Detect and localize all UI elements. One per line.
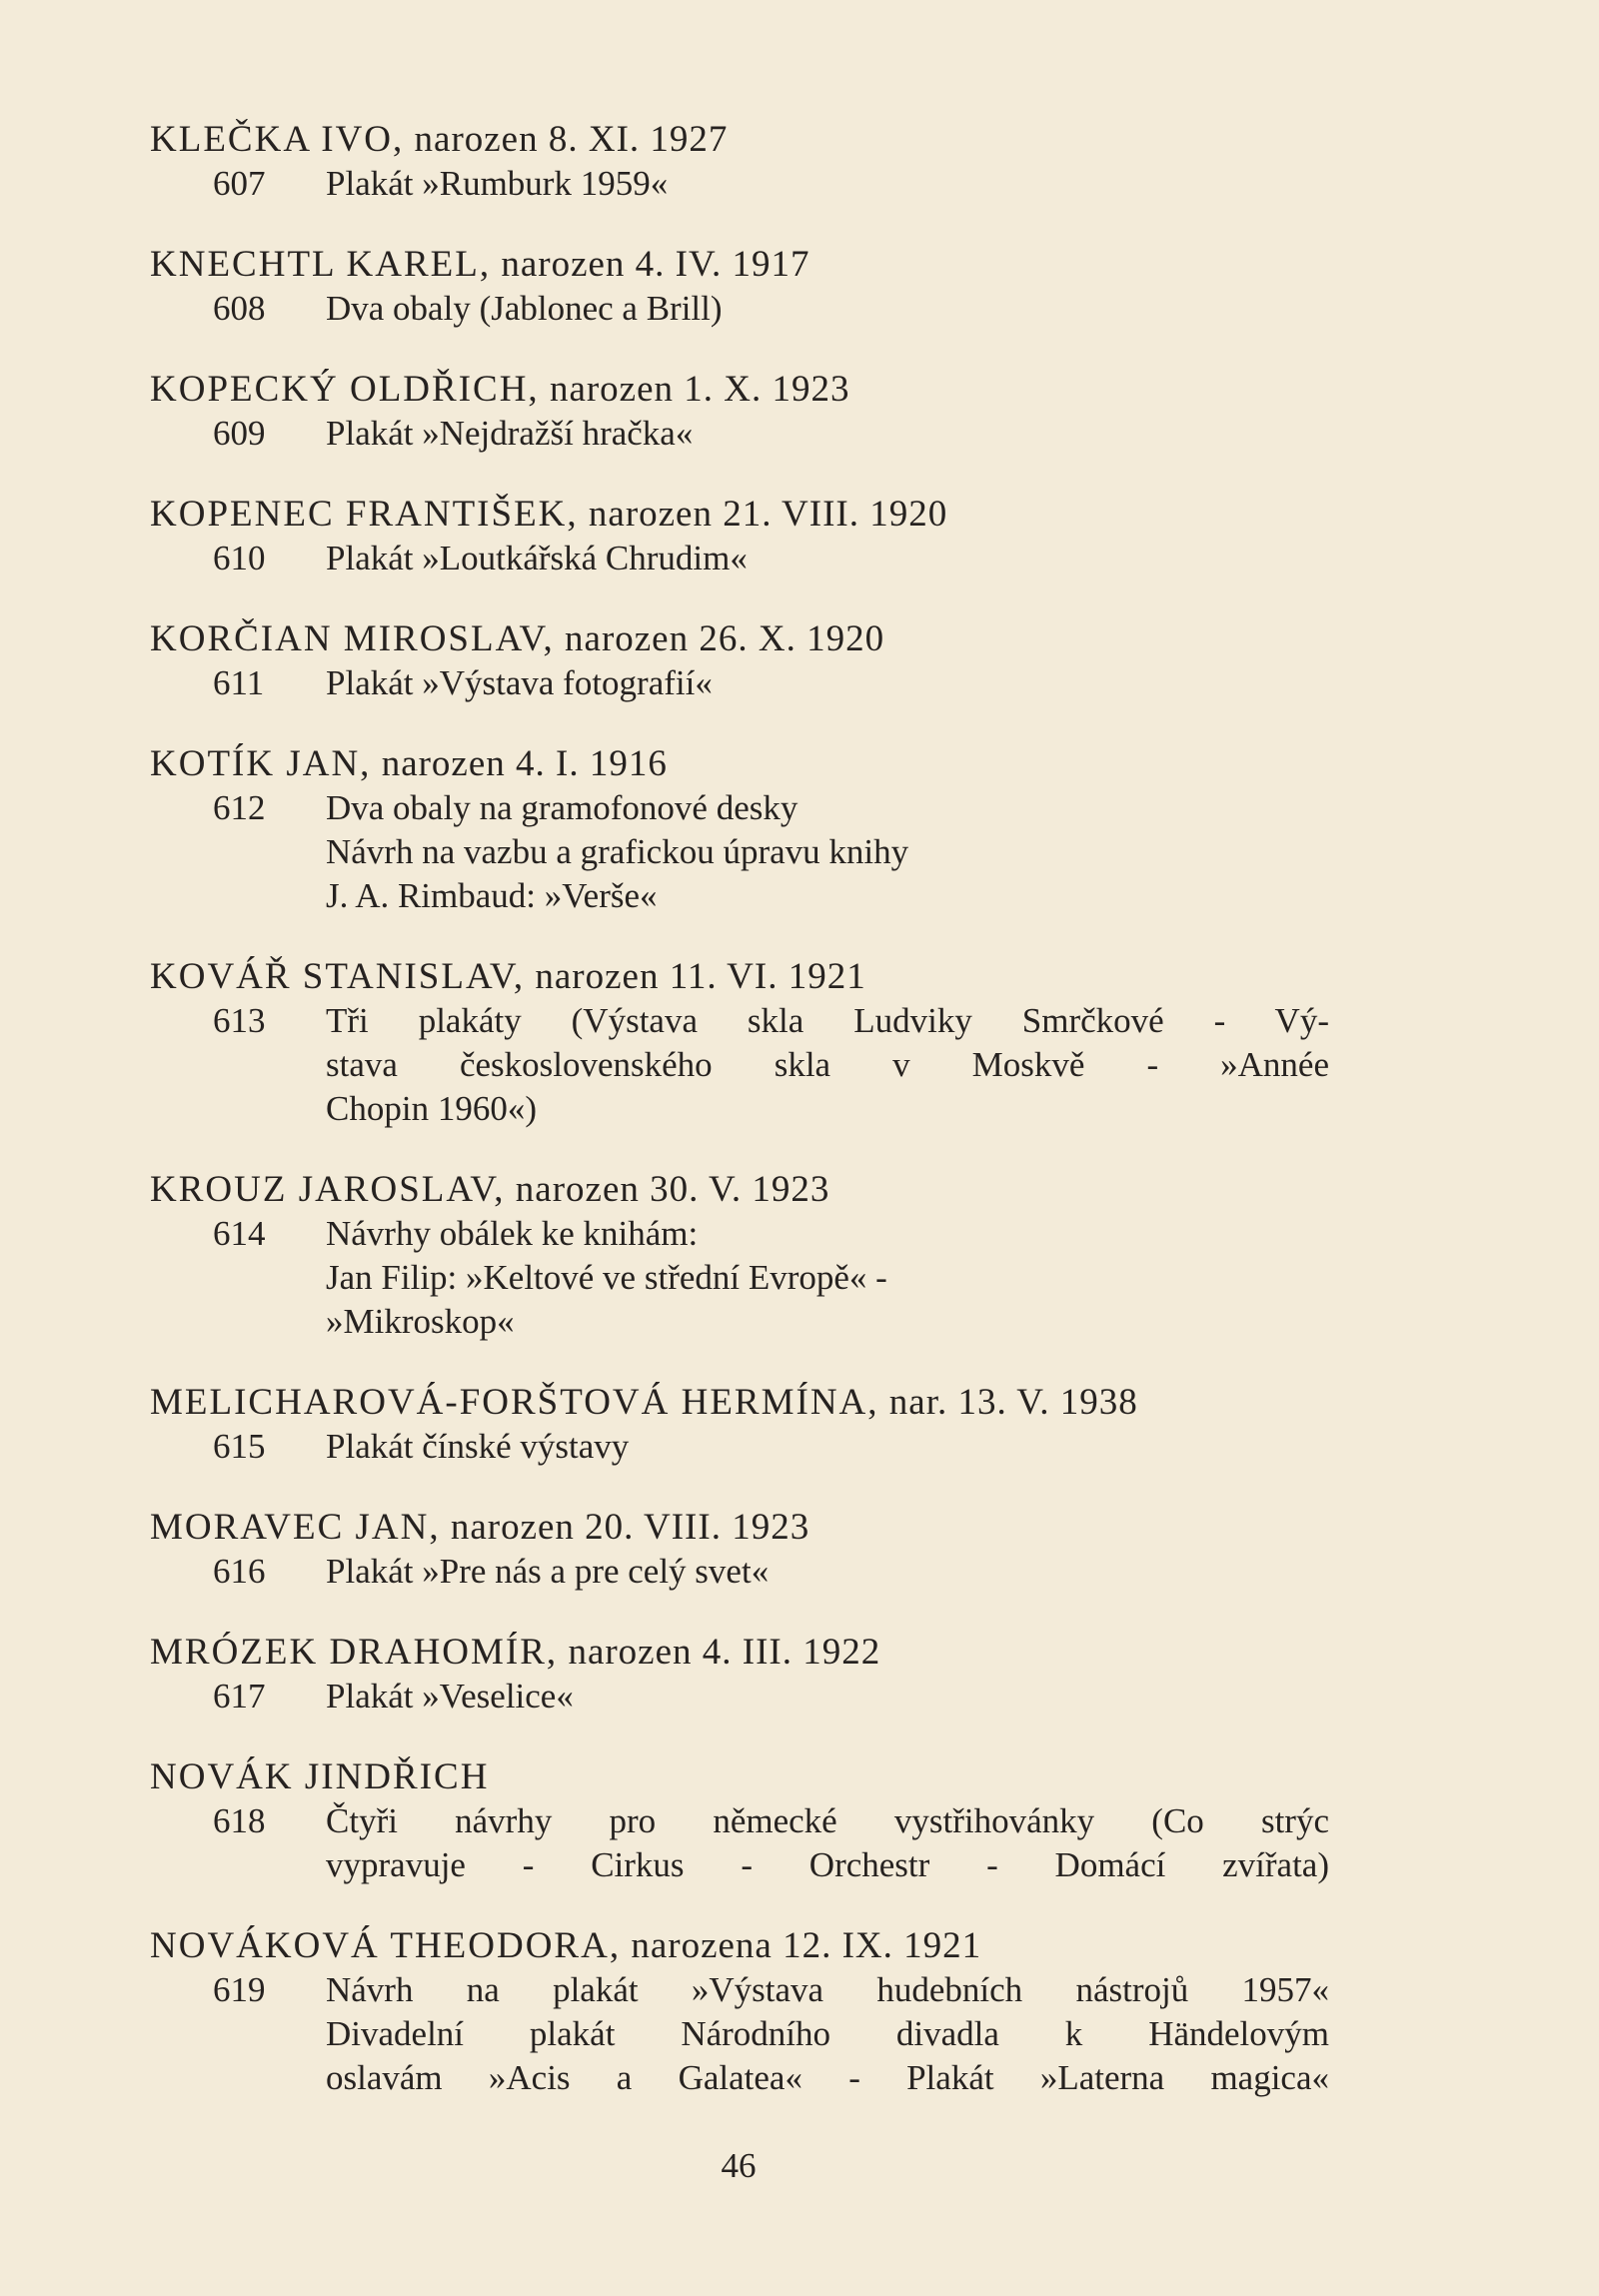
catalog-entry: [150, 955, 1329, 1131]
item-description: [326, 537, 1329, 580]
artist-dates: narozen 1. X. 1923: [549, 369, 850, 410]
description-line: Plakát »Pre nás a pre celý svet«: [326, 1552, 770, 1591]
description-line: oslavám »Acis a Galatea« - Plakát »Laterna magica«: [326, 2058, 1329, 2097]
artist-dates: narozen 26. X. 1920: [565, 618, 885, 659]
catalog-item: [150, 1212, 1329, 1344]
catalog-entry: [150, 493, 1329, 580]
catalog-entry: [150, 1168, 1329, 1344]
entry-list: [150, 118, 1329, 2100]
item-description: [326, 412, 1329, 456]
item-number: 610: [213, 539, 266, 577]
catalog-entry: [150, 368, 1329, 456]
artist-name: KROUZ JAROSLAV,: [150, 1169, 506, 1210]
item-number: 619: [213, 1970, 266, 2009]
description-line: »Mikroskop«: [326, 1302, 515, 1341]
catalog-item: [150, 661, 1329, 705]
artist-name: KOPENEC FRANTIŠEK,: [150, 494, 579, 535]
catalog-entry: [150, 1755, 1329, 1887]
catalog-item: [150, 162, 1329, 206]
catalog-item: [150, 1799, 1329, 1887]
artist-dates: narozen 8. XI. 1927: [414, 119, 729, 160]
description-line: Dva obaly na gramofonové desky: [326, 788, 799, 827]
artist-name: KOVÁŘ STANISLAV,: [150, 956, 526, 997]
item-number: 618: [213, 1801, 266, 1840]
artist-name: MELICHAROVÁ-FORŠTOVÁ HERMÍNA,: [150, 1382, 879, 1423]
artist-heading: [150, 1506, 1329, 1550]
description-line: Návrhy obálek ke knihám:: [326, 1214, 699, 1253]
artist-heading: [150, 617, 1329, 661]
item-description: [326, 661, 1329, 705]
catalog-entry: [150, 1924, 1329, 2100]
artist-name: NOVÁKOVÁ THEODORA,: [150, 1925, 622, 1966]
item-description: [326, 1425, 1329, 1469]
artist-dates: narozen 4. III. 1922: [568, 1632, 881, 1673]
catalog-item: [150, 786, 1329, 918]
item-number: 608: [213, 289, 266, 328]
catalog-entry: [150, 243, 1329, 331]
item-number: 612: [213, 788, 266, 827]
artist-heading: [150, 1631, 1329, 1675]
description-line: Návrh na vazbu a grafickou úpravu knihy: [326, 832, 909, 871]
catalog-item: [150, 1675, 1329, 1719]
item-description: [326, 999, 1329, 1131]
description-line: J. A. Rimbaud: »Verše«: [326, 876, 658, 915]
item-number: 611: [213, 663, 265, 702]
catalog-entry: [150, 1381, 1329, 1469]
catalog-item: [150, 537, 1329, 580]
artist-dates: narozen 20. VIII. 1923: [450, 1507, 810, 1548]
artist-name: MORAVEC JAN,: [150, 1507, 441, 1548]
item-number: 614: [213, 1214, 266, 1253]
catalog-entry: [150, 1506, 1329, 1594]
catalog-item: [150, 1550, 1329, 1594]
description-line: Návrh na plakát »Výstava hudebních nástrojů 1957«: [326, 1970, 1329, 2009]
item-number: 617: [213, 1677, 266, 1716]
artist-name: KNECHTL KAREL,: [150, 244, 492, 285]
description-line: Plakát »Veselice«: [326, 1677, 574, 1716]
item-description: [326, 1550, 1329, 1594]
artist-heading: [150, 1381, 1329, 1425]
item-description: [326, 786, 1329, 918]
artist-name: KOPECKÝ OLDŘICH,: [150, 369, 540, 410]
artist-heading: [150, 368, 1329, 412]
artist-heading: [150, 1755, 1329, 1799]
artist-heading: [150, 118, 1329, 162]
description-line: stava československého skla v Moskvě - »Année: [326, 1045, 1329, 1084]
item-description: [326, 287, 1329, 331]
description-line: Plakát čínské výstavy: [326, 1427, 630, 1466]
catalog-item: [150, 999, 1329, 1131]
artist-name: KLEČKA IVO,: [150, 119, 405, 160]
artist-heading: [150, 742, 1329, 786]
artist-dates: narozena 12. IX. 1921: [631, 1925, 982, 1966]
artist-dates: narozen 4. IV. 1917: [501, 244, 810, 285]
artist-heading: [150, 1924, 1329, 1968]
item-number: 615: [213, 1427, 266, 1466]
description-line: Divadelní plakát Národního divadla k Händelovým: [326, 2014, 1329, 2053]
catalog-item: [150, 1968, 1329, 2100]
description-line: Chopin 1960«): [326, 1089, 537, 1128]
artist-dates: narozen 4. I. 1916: [381, 743, 668, 784]
description-line: Plakát »Výstava fotografií«: [326, 663, 713, 702]
description-line: Jan Filip: »Keltové ve střední Evropě« -: [326, 1258, 887, 1297]
description-line: Čtyři návrhy pro německé vystřihovánky (Co strýc: [326, 1801, 1329, 1840]
catalog-entry: [150, 742, 1329, 918]
artist-dates: narozen 30. V. 1923: [515, 1169, 830, 1210]
item-description: [326, 162, 1329, 206]
description-line: Tři plakáty (Výstava skla Ludviky Smrčkové - Vý-: [326, 1001, 1329, 1040]
catalog-item: [150, 412, 1329, 456]
artist-heading: [150, 493, 1329, 537]
artist-name: MRÓZEK DRAHOMÍR,: [150, 1632, 559, 1673]
artist-heading: [150, 1168, 1329, 1212]
item-description: [326, 1968, 1329, 2100]
item-number: 609: [213, 414, 266, 453]
description-line: Dva obaly (Jablonec a Brill): [326, 289, 723, 328]
artist-dates: narozen 11. VI. 1921: [535, 956, 866, 997]
artist-dates: narozen 21. VIII. 1920: [588, 494, 948, 535]
item-description: [326, 1212, 1329, 1344]
artist-heading: [150, 243, 1329, 287]
catalog-item: [150, 287, 1329, 331]
item-number: 616: [213, 1552, 266, 1591]
item-description: [326, 1675, 1329, 1719]
catalog-entry: [150, 1631, 1329, 1719]
description-line: vypravuje - Cirkus - Orchestr - Domácí zvířata): [326, 1845, 1329, 1884]
description-line: Plakát »Loutkářská Chrudim«: [326, 539, 748, 577]
artist-name: KORČIAN MIROSLAV,: [150, 618, 555, 659]
description-line: Plakát »Rumburk 1959«: [326, 164, 669, 203]
item-number: 607: [213, 164, 266, 203]
item-number: 613: [213, 1001, 266, 1040]
artist-heading: [150, 955, 1329, 999]
catalog-entry: [150, 118, 1329, 206]
catalog-entry: [150, 617, 1329, 705]
artist-name: KOTÍK JAN,: [150, 743, 372, 784]
artist-name: NOVÁK JINDŘICH: [150, 1756, 490, 1797]
page-number: 46: [721, 2146, 757, 2185]
artist-dates: nar. 13. V. 1938: [888, 1382, 1138, 1423]
catalog-item: [150, 1425, 1329, 1469]
item-description: [326, 1799, 1329, 1887]
description-line: Plakát »Nejdražší hračka«: [326, 414, 694, 453]
